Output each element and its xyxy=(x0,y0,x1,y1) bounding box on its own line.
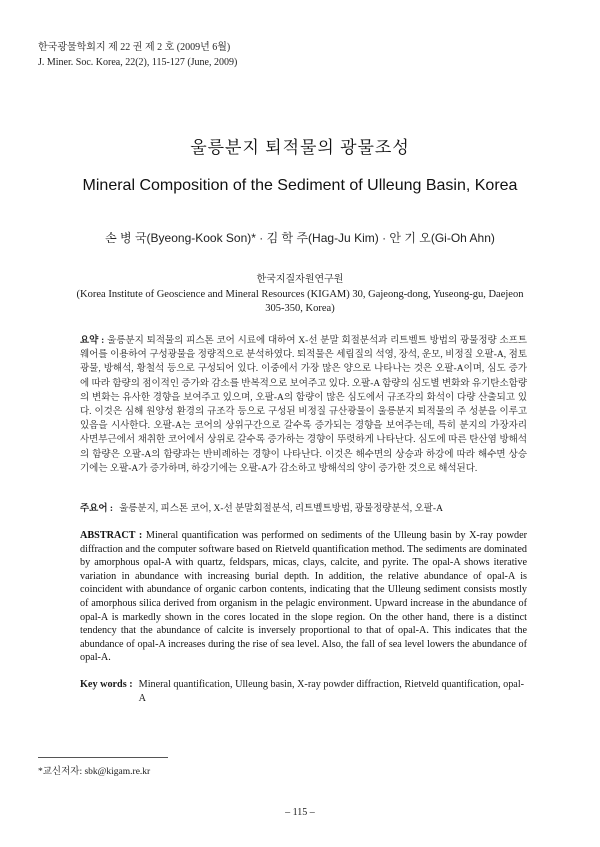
title-korean: 울릉분지 퇴적물의 광물조성 xyxy=(190,138,410,157)
abstract-english-label: ABSTRACT : xyxy=(80,530,143,541)
footnote-divider xyxy=(38,757,168,758)
keywords-korean-label: 주요어 : xyxy=(80,504,114,514)
abstract-korean-label: 요약 : xyxy=(80,336,105,346)
page-number: – 115 – xyxy=(285,807,315,818)
affiliation-english xyxy=(70,288,530,316)
journal-line-korean: 한국광물학회지 제 22 권 제 2 호 (2009년 6월) xyxy=(38,42,231,53)
title-english: Mineral Composition of the Sediment of Ulleung Basin, Korea xyxy=(82,177,518,194)
keywords-english xyxy=(80,678,527,705)
keywords-english-text: Mineral quantification, Ulleung basin, X-ray powder diffraction, Rietveld quantification, opal-A xyxy=(138,679,525,704)
journal-line-english: J. Miner. Soc. Korea, 22(2), 115-127 (June, 2009) xyxy=(38,57,238,68)
abstract-english xyxy=(80,529,527,665)
journal-citation xyxy=(38,40,237,70)
author-list: 손 병 국(Byeong-Kook Son)* · 김 학 주(Hag-Ju Kim) · 안 기 오(Gi-Oh Ahn) xyxy=(105,231,495,245)
affiliation-english-line1: (Korea Institute of Geoscience and Mineral Resources (KIGAM) 30, Gajeong-dong, Yuseong-gu, Daejeon xyxy=(76,289,524,300)
abstract-english-text: Mineral quantification was performed on sediments of the Ulleung basin by X-ray powder diffraction and the computer software based on Rietveld quantification method. The sediments are dominated by amorphous opal-A with quartz, feldspars, micas, clays, calcite, and pyrite. The opal-A shows iterative variation in abundance with increasing burial depth. In addition, the relative abundance of opal-A is coincident with abundance of organic carbon contents, indicating that the Ulleung sediment consists mostly of amorphous silica derived from organism in the pelagic environment. Upward increase in the abundance of opal-A is markedly shown in the cores located in the slope region. On the other hand, there is a distinct tendency that the abundance of calcite is inversely proportional to that of opal-A. This indicates that the abundance of opal-A increases during the rise of sea level. Also, the fall of sea level lowers the abundance of opal-A. xyxy=(80,530,527,664)
keywords-english-label: Key words : xyxy=(80,679,133,690)
keywords-korean-text: 울릉분지, 피스톤 코어, X-선 분말회절분석, 리트벨트방법, 광물정량분석, 오팔-A xyxy=(119,504,443,514)
abstract-korean-text: 울릉분지 퇴적물의 피스톤 코어 시료에 대하여 X-선 분말 회절분석과 리트벨트 방법의 광물정량 소프트웨어를 이용하여 구성광물을 정량적으로 분석하였다. 퇴적물은 세립질의 석영, 장석, 운모, 비정질 오팔-A, 점토광물, 방해석, 황철석 등으로 구성되어 있다. 이중에서 가장 많은 양으로 나타나는 것은 오팔-A이며, 심도 증가에 따라 함량의 점이적인 증가와 감소를 반복적으로 보여주고 있다. 오팔-A 함량의 심도별 변화와 유기탄소함량의 변화는 유사한 경향을 보여주고 있으며, 오팔-A의 함량이 많은 심도에서 규조각의 화석이 다량 산출되고 있다. 이것은 심해 원양성 환경의 규조각 등으로 구성된 비정질 규산광물이 울릉분지 퇴적물의 주 성분을 이루고 있음을 시사한다. 오팔-A는 코어의 상위구간으로 갈수록 증가되는 경향을 보여주는데, 특히 분지의 가장자리 사면부근에서 채취한 코어에서 상위로 갈수록 증가하는 경향이 뚜렷하게 나타난다. 심도에 따른 탄산염 방해석의 함량은 오팔-A의 함량과는 반비례하는 경향이 나타난다. 이것은 해수면의 상승과 하강에 따라 해수면 상승기에는 오팔-A가 증가하며, 하강기에는 오팔-A가 감소하고 방해석의 양이 증가한 것으로 해석된다. xyxy=(80,336,527,474)
keywords-korean xyxy=(80,502,527,516)
abstract-korean xyxy=(80,334,527,476)
affiliation-english-line2: 305-350, Korea) xyxy=(265,303,335,314)
corresponding-author-footnote: *교신저자: sbk@kigam.re.kr xyxy=(38,767,151,777)
affiliation-korean: 한국지질자원연구원 xyxy=(256,274,344,285)
